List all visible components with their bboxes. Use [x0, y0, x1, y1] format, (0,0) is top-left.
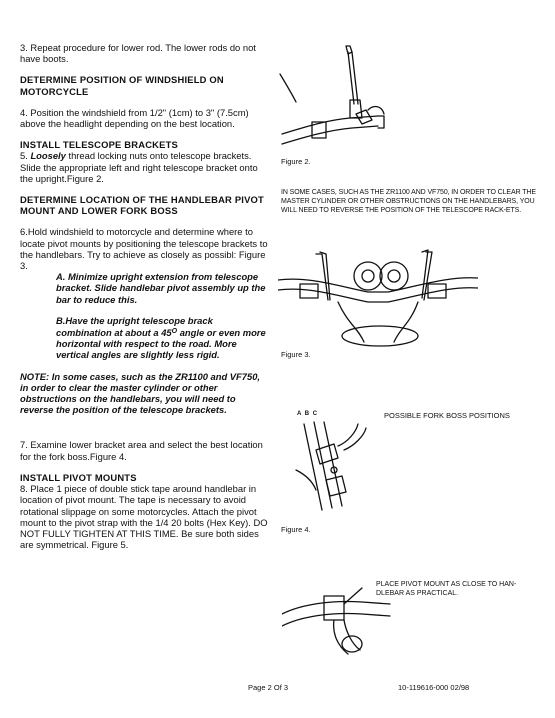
pivot-mount-callout: PLACE PIVOT MOUNT AS CLOSE TO HAN-DLEBAR AS PRACTICAL. — [376, 581, 517, 597]
step-6a: A. Minimize upright extension from telescope bracket. Slide handlebar pivot assembly up the bar to reduce this. — [56, 271, 266, 305]
reverse-brackets-callout: IN SOME CASES, SUCH AS THE ZR1100 AND VF750, IN ORDER TO CLEAR THE MASTER CYLINDER OR OTHER OBSTRUCTIONS ON THE HANDLEBARS, YOU WILL NEED TO REVERSE THE POSITION OF THE TELESCOPE RACK-ETS. — [281, 189, 536, 214]
note-reverse-brackets: NOTE: In some cases, such as the ZR1100 and VF750, in order to clear the master cylinder or other obstructions on the handlebars, you will need to reverse the position of the telescope brackets. — [20, 370, 261, 416]
document-code: 10-119616-000 02/98 — [398, 683, 470, 692]
page-number: Page 2 Of 3 — [248, 683, 289, 692]
figure-3-caption: Figure 3. — [281, 350, 311, 359]
figure-4-caption: Figure 4. — [281, 525, 311, 534]
figure-2-caption: Figure 2. — [281, 157, 311, 166]
heading-handlebar-pivot: DETERMINE LOCATION OF THE HANDLEBAR PIVOT MOUNT AND LOWER FORK BOSS — [20, 194, 264, 217]
fork-boss-label: POSSIBLE FORK BOSS POSITIONS — [384, 411, 510, 420]
step-5: 5. Loosely thread locking nuts onto telescope brackets. Slide the appropriate left and right telescope bracket onto the upright.Figure 2. — [20, 150, 258, 184]
figure-4-illustration — [286, 410, 376, 520]
heading-telescope-brackets: INSTALL TELESCOPE BRACKETS — [20, 139, 178, 151]
step-7: 7. Examine lower bracket area and select the best location for the fork boss.Figure 4. — [20, 439, 263, 462]
step-6: 6.Hold windshield to motorcycle and determine where to locate pivot mounts by positioning the telescope brackets to the handlebars. Try to achieve as closely as possibl: Figure 3. — [20, 226, 268, 272]
figure-2-illustration — [278, 44, 388, 154]
step-4: 4. Position the windshield from 1/2" (1cm) to 3" (7.5cm) above the headlight depending on the best location. — [20, 106, 249, 130]
step-8: 8. Place 1 piece of double stick tape around handlebar in location of pivot mount. The tape is necessary to avoid rotational slippage on some motorcycles. Attach the pivot mount to the pivot strap with the 1/4 20 bolts (Hex Key). DO NOT FULLY TIGHTEN AT THIS TIME. Be sure both sides are symmetrical. Figure 5. — [20, 483, 268, 551]
step-3: 3. Repeat procedure for lower rod. The lower rods do not have boots. — [20, 42, 256, 65]
loosely-emphasis: Loosely — [30, 150, 66, 162]
figure-3-illustration — [278, 232, 478, 352]
heading-windshield-position: DETERMINE POSITION OF WINDSHIELD ON MOTORCYCLE — [20, 74, 224, 97]
abc-labels: A B C — [297, 411, 319, 417]
step-6b: B.Have the upright telescope brack combination at about a $45^O$ angle or even more horizontal with respect to the road. More vertical angles are slightly less rigid. — [56, 314, 266, 361]
heading-pivot-mounts: INSTALL PIVOT MOUNTS — [20, 471, 137, 483]
instructions-column — [20, 42, 270, 550]
